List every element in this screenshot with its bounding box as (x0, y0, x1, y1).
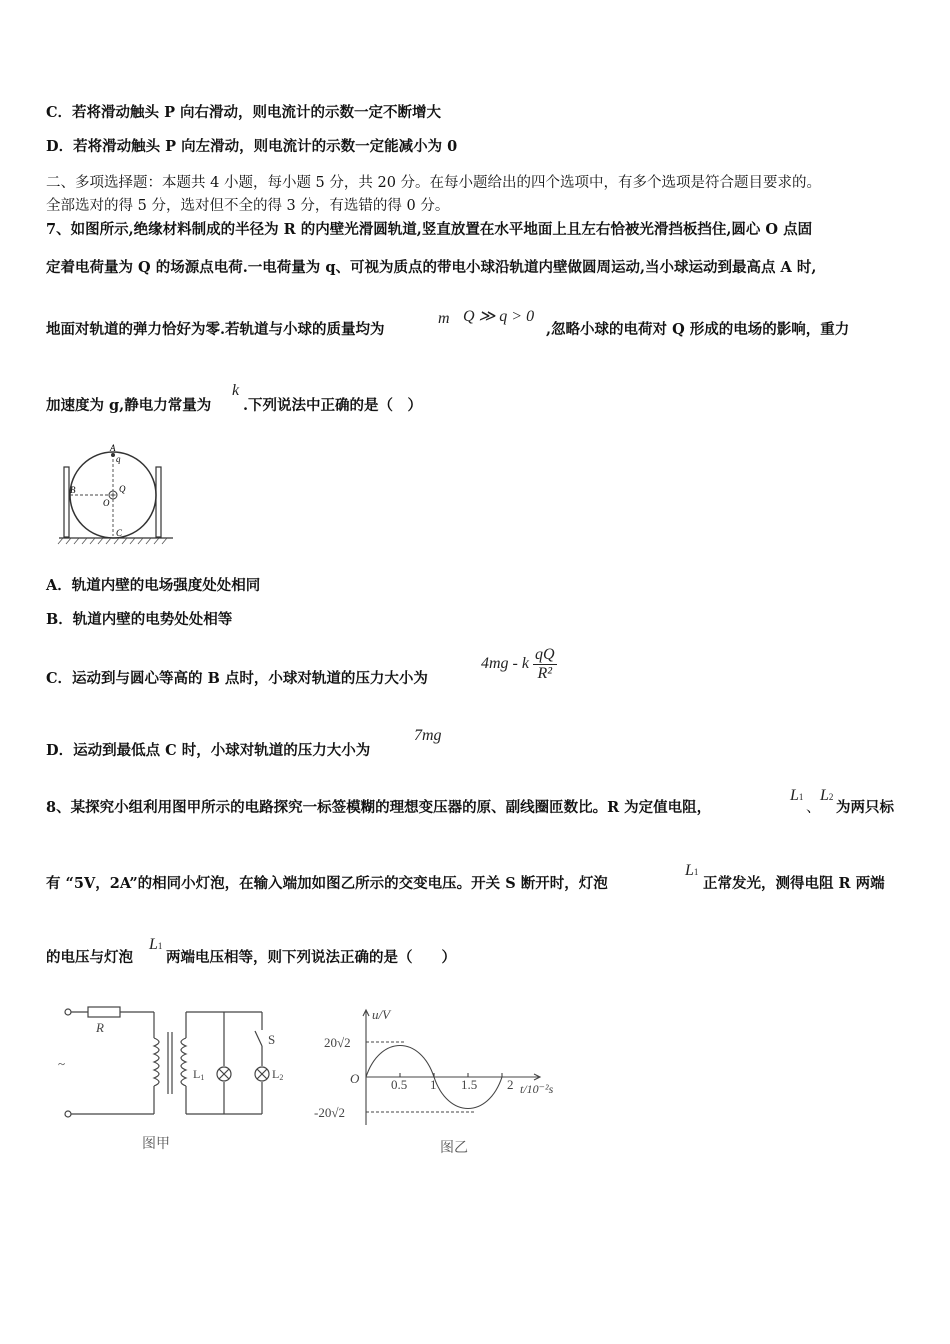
label-q: q (116, 454, 121, 464)
q7-option-d-formula: 7mg (414, 727, 442, 744)
q7-k-symbol: k (232, 382, 240, 399)
formula-numerator: qQ (534, 646, 555, 663)
q8-line3-b: 两端电压相等，则下列说法正确的是（ ） (166, 949, 456, 966)
input-terminal-bottom (65, 1111, 71, 1117)
q7-option-b: B．轨道内壁的电势处处相等 (46, 611, 233, 628)
q8-line2-b: 正常发光，测得电阻 R 两端 (703, 875, 885, 892)
caption-yi: 图乙 (440, 1141, 468, 1156)
L1-subscript: 1 (693, 867, 699, 877)
label-O: O (103, 498, 110, 508)
y-top-value: 20√2 (324, 1035, 351, 1050)
q7-charge-condition: Q ≫ q > 0 (463, 308, 535, 325)
q7-option-c-formula (481, 646, 557, 683)
right-baffle (156, 467, 161, 537)
q7-line1: 7、如图所示,绝缘材料制成的半径为 R 的内壁光滑圆轨道,竖直放置在水平地面上且左右恰被光滑挡板挡住,圆心 O 点固 (46, 221, 813, 238)
q8-separator: 、 (806, 800, 821, 816)
q7-line4-a: 加速度为 g,静电力常量为 (46, 397, 212, 414)
q8-line3-a: 的电压与灯泡 (46, 949, 133, 966)
option-c-previous: C．若将滑动触头 P 向右滑动，则电流计的示数一定不断增大 (46, 104, 442, 121)
L1-subscript: 1 (157, 941, 163, 951)
q7-mass-symbol: m (438, 310, 450, 327)
L1-letter: L (685, 862, 694, 879)
q7-line3-b: ,忽略小球的电荷对 Q 形成的电场的影响，重力 (546, 321, 850, 338)
label-C: C (116, 528, 123, 538)
q7-option-a: A．轨道内壁的电场强度处处相同 (46, 577, 261, 594)
tick-2: 2 (507, 1077, 514, 1092)
left-baffle (64, 467, 69, 537)
secondary-coil (181, 1038, 186, 1086)
q7-line3-text-a: 地面对轨道的弹力恰好为零.若轨道与小球的质量均为 (46, 321, 385, 338)
q8-circuit-figure (50, 998, 300, 1158)
formula-leading: 4mg - k (481, 655, 529, 673)
option-d-previous: D．若将滑动触头 P 向左滑动，则电流计的示数一定能减小为 0 (46, 138, 458, 155)
label-L2: L2 (272, 1067, 284, 1082)
L1-letter: L (790, 787, 799, 804)
q8-line1-b: 为两只标 (836, 799, 894, 816)
q7-line4-b: .下列说法中正确的是（ ） (243, 397, 423, 414)
L1-letter: L (149, 936, 158, 953)
x-axis-label: t/10⁻²s (520, 1082, 554, 1096)
switch-S (255, 1031, 262, 1046)
y-axis-label: u/V (372, 1007, 391, 1022)
formula-denominator: R² (537, 665, 553, 682)
L2-letter: L (820, 787, 829, 804)
q7-option-d: D．运动到最低点 C 时，小球对轨道的压力大小为 (46, 742, 371, 759)
q8-L1-symbol-3 (149, 936, 162, 954)
L2-subscript: 2 (828, 792, 834, 802)
y-bottom-value: -20√2 (314, 1105, 345, 1120)
q8-voltage-graph (310, 1005, 590, 1160)
q7-line2: 定着电荷量为 Q 的场源点电荷.一电荷量为 q、可视为质点的带电小球沿轨道内壁做圆周运动,当小球运动到最高点 A 时, (46, 259, 817, 276)
label-L1: L1 (193, 1067, 205, 1082)
q7-option-c: C．运动到与圆心等高的 B 点时，小球对轨道的压力大小为 (46, 670, 428, 687)
label-B: B (70, 485, 76, 495)
tick-1-5: 1.5 (461, 1077, 478, 1092)
q8-line2-a: 有 “5V，2A”的相同小灯泡，在输入端加如图乙所示的交变电压。开关 S 断开时，灯泡 (46, 875, 608, 892)
label-A: A (110, 443, 116, 453)
section-heading-line2: 全部选对的得 5 分，选对但不全的得 3 分，有选错的得 0 分。 (46, 198, 450, 214)
q7-line3 (46, 320, 385, 340)
q8-L2-symbol (820, 787, 833, 805)
small-ball (111, 453, 115, 457)
resistor-R (88, 1007, 120, 1017)
q8-L1-symbol (790, 787, 803, 805)
formula-fraction (533, 646, 557, 683)
L1-subscript: 1 (798, 792, 804, 802)
label-ac-source: ~ (58, 1056, 66, 1071)
label-Q: Q (119, 484, 126, 494)
tick-1: 1 (430, 1077, 437, 1092)
ground-hatch (58, 538, 167, 544)
input-terminal-top (65, 1009, 71, 1015)
q8-L1-symbol-2 (685, 862, 698, 880)
origin-label: O (350, 1071, 360, 1086)
q7-track-figure (55, 440, 180, 550)
primary-coil (154, 1038, 159, 1086)
section-heading-line1: 二、多项选择题：本题共 4 小题，每小题 5 分，共 20 分。在每小题给出的四个选项中，有多个选项是符合题目要求的。 (46, 175, 822, 191)
q8-line1-a: 8、某探究小组利用图甲所示的电路探究一标签模糊的理想变压器的原、副线圈匝数比。R 为定值电阻， (46, 799, 712, 816)
label-R: R (96, 1020, 104, 1035)
caption-jia: 图甲 (142, 1137, 170, 1152)
tick-0-5: 0.5 (391, 1077, 408, 1092)
label-S: S (268, 1032, 276, 1047)
